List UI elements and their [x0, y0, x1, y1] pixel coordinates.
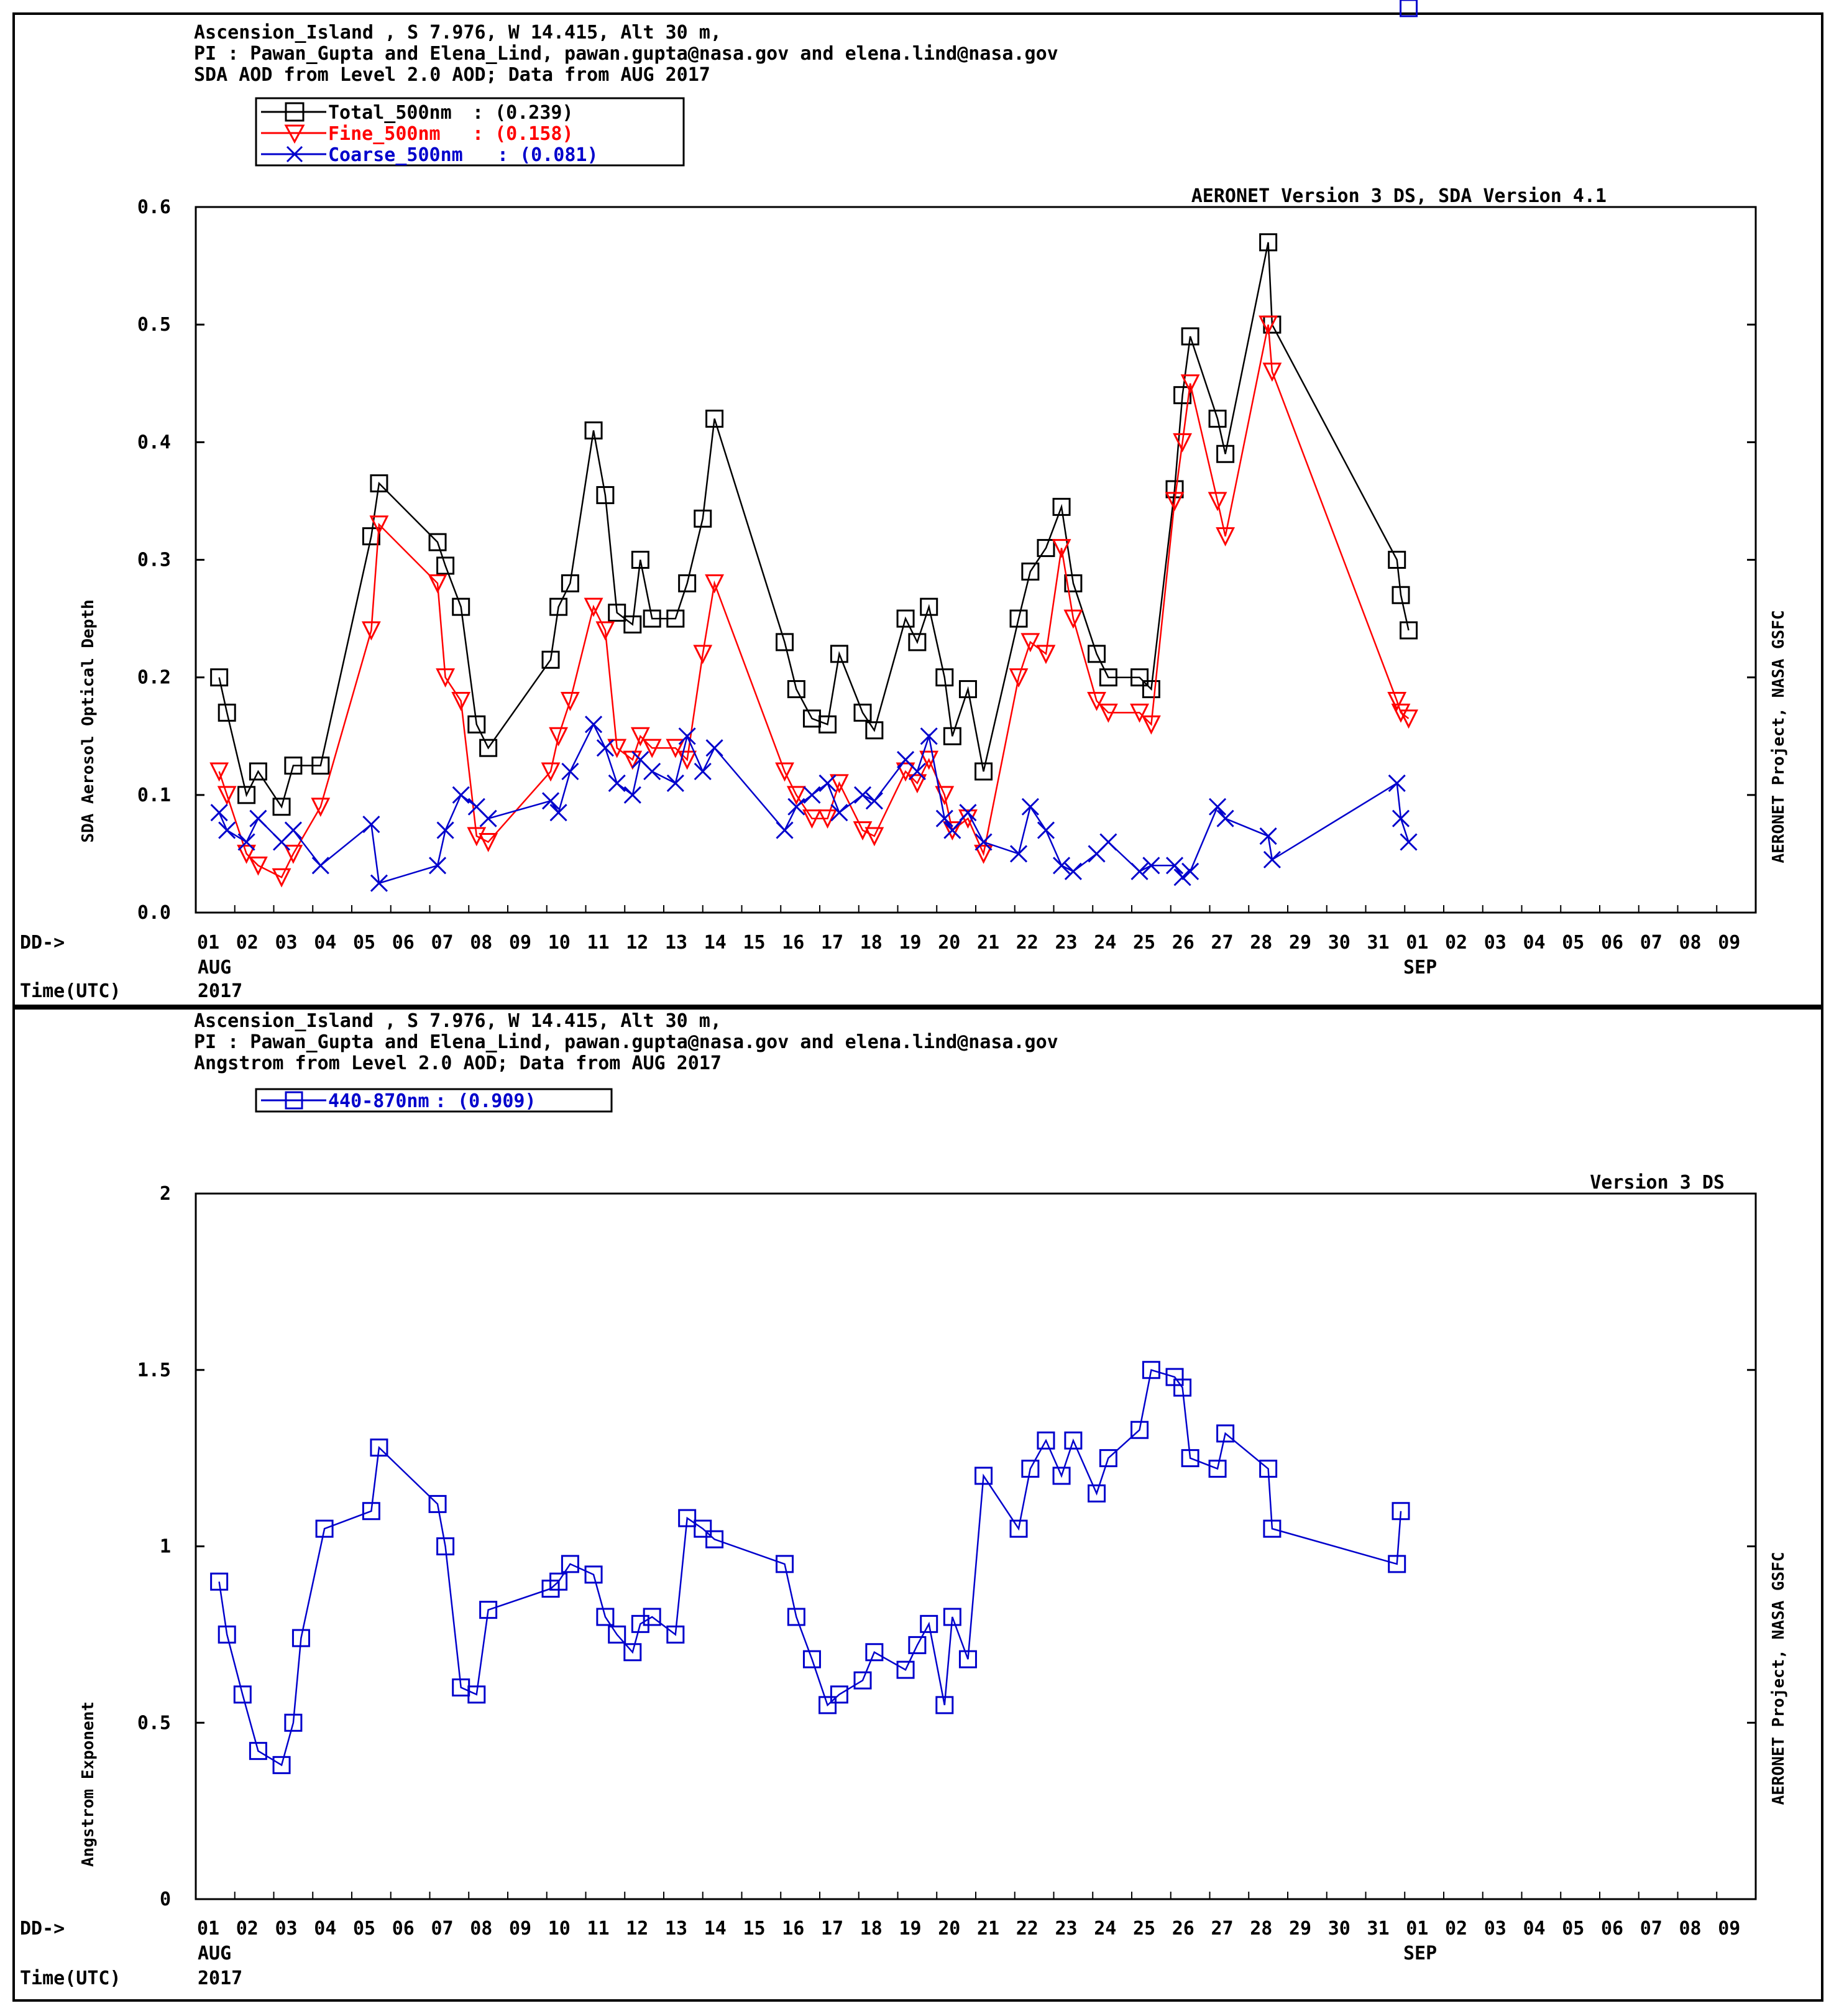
x-day-label: 16 [782, 932, 805, 954]
series-layer [211, 0, 1417, 1773]
x-day-label: 01 [1406, 932, 1429, 954]
data-point [921, 728, 937, 744]
data-point [1401, 834, 1417, 850]
x-day-label: 24 [1094, 1918, 1117, 1940]
x-day-label: 28 [1250, 1918, 1273, 1940]
time-label: Time(UTC) [20, 1968, 121, 1989]
x-day-label: 03 [1484, 1918, 1507, 1940]
data-point [1011, 845, 1027, 862]
x-day-label: 25 [1133, 1918, 1156, 1940]
data-point [211, 1573, 227, 1590]
y-tick-label: 0 [159, 1889, 171, 1910]
data-point [313, 857, 329, 873]
x-day-label: 23 [1055, 1918, 1078, 1940]
x-day-label: 27 [1211, 932, 1234, 954]
x-day-label: 22 [1016, 932, 1039, 954]
x-day-label: 11 [587, 1918, 610, 1940]
y-tick-label: 0.5 [137, 1712, 171, 1734]
data-point [211, 804, 227, 821]
x-day-label: 25 [1133, 932, 1156, 954]
x-day-label: 29 [1289, 932, 1312, 954]
x-day-label: 13 [665, 932, 688, 954]
series-line-total-500nm [219, 242, 1409, 807]
x-day-label: 05 [353, 932, 376, 954]
x-day-label: 06 [392, 932, 415, 954]
x-day-label: 14 [704, 932, 727, 954]
data-point [480, 811, 497, 827]
legend-label-fine: Fine_500nm [328, 123, 441, 145]
data-point [777, 822, 793, 839]
header-line-3: SDA AOD from Level 2.0 AOD; Data from AUG 2017 [194, 64, 710, 86]
header-line-2: PI : Pawan_Gupta and Elena_Lind, pawan.gupta@nasa.gov and elena.lind@nasa.gov [194, 43, 1058, 65]
x-day-label: 07 [431, 1918, 454, 1940]
data-point [804, 787, 820, 803]
data-point [609, 775, 625, 791]
x-day-label: 01 [197, 1918, 220, 1940]
x-day-label: 17 [821, 1918, 844, 1940]
data-point [695, 763, 711, 780]
x-day-label: 15 [743, 932, 766, 954]
x-day-label: 12 [626, 1918, 649, 1940]
x-day-label: 09 [509, 1918, 532, 1940]
x-day-label: 01 [197, 932, 220, 954]
x-day-label: 26 [1172, 1918, 1195, 1940]
legend-label-total: Total_500nm [328, 102, 452, 124]
time-label: Time(UTC) [20, 980, 121, 1002]
header-line-1: Ascension_Island , S 7.976, W 14.415, Alt 30 m, [194, 22, 722, 44]
data-point [1022, 799, 1039, 815]
x-day-label: 18 [860, 1918, 883, 1940]
year-label: 2017 [198, 980, 243, 1002]
x-day-label: 20 [938, 932, 961, 954]
data-point [679, 728, 695, 744]
x-day-label: 12 [626, 932, 649, 954]
data-point [1175, 869, 1191, 885]
data-point [625, 787, 641, 803]
y-tick-label: 0.6 [137, 196, 171, 218]
right-project-label: AERONET Project, NASA GSFC [1769, 610, 1788, 863]
data-point [429, 857, 446, 873]
x-day-label: 04 [1523, 932, 1546, 954]
x-day-label: 31 [1367, 932, 1390, 954]
y-tick-label: 0.4 [137, 431, 171, 454]
x-day-label: 09 [1718, 1918, 1741, 1940]
x-day-label: 08 [470, 1918, 493, 1940]
x-day-label: 17 [821, 932, 844, 954]
data-point [585, 716, 602, 732]
x-day-label: 30 [1328, 1918, 1351, 1940]
right-project-label: AERONET Project, NASA GSFC [1769, 1552, 1788, 1805]
x-day-label: 06 [1601, 1918, 1624, 1940]
legend-label-coarse: Coarse_500nm [328, 144, 463, 166]
legend-value-fine: : (0.158) [472, 123, 574, 145]
legend-value-total: : (0.239) [472, 102, 574, 124]
x-day-label: 03 [1484, 932, 1507, 954]
y-tick-label: 1.5 [137, 1359, 171, 1381]
x-day-label: 24 [1094, 932, 1117, 954]
x-day-label: 26 [1172, 932, 1195, 954]
x-day-label: 07 [431, 932, 454, 954]
x-day-label: 28 [1250, 932, 1273, 954]
data-point [1038, 822, 1054, 839]
data-point [644, 763, 660, 780]
dd-label: DD-> [20, 1918, 65, 1940]
version-label: AERONET Version 3 DS, SDA Version 4.1 [1191, 185, 1607, 207]
x-day-label: 15 [743, 1918, 766, 1940]
data-point [562, 763, 578, 780]
data-point [250, 811, 266, 827]
x-day-label: 27 [1211, 1918, 1234, 1940]
x-day-label: 07 [1640, 932, 1662, 954]
plot-area [196, 207, 1756, 913]
data-point [219, 822, 235, 839]
data-point [667, 775, 684, 791]
data-point [820, 775, 836, 791]
x-day-label: 08 [470, 932, 493, 954]
x-day-label: 11 [587, 932, 610, 954]
plot-area [196, 1194, 1756, 1899]
x-day-label: 19 [899, 932, 922, 954]
x-day-label: 20 [938, 1918, 961, 1940]
y-tick-label: 2 [159, 1183, 171, 1205]
header-line-2: PI : Pawan_Gupta and Elena_Lind, pawan.gupta@nasa.gov and elena.lind@nasa.gov [194, 1031, 1058, 1053]
x-day-label: 04 [314, 932, 337, 954]
data-point [543, 793, 559, 809]
y-tick-label: 0.2 [137, 666, 171, 689]
series-layer [211, 234, 1417, 891]
month-label-sep: SEP [1403, 957, 1438, 978]
data-point [438, 822, 454, 839]
data-point [944, 822, 960, 839]
x-day-label: 10 [548, 1918, 571, 1940]
data-point [1209, 799, 1226, 815]
x-day-label: 05 [353, 1918, 376, 1940]
y-axis-label: Angstrom Exponent [79, 1701, 98, 1867]
x-day-label: 09 [509, 932, 532, 954]
angstrom-chart [20, 0, 1788, 1989]
x-day-label: 31 [1367, 1918, 1390, 1940]
x-day-label: 21 [977, 932, 1000, 954]
x-day-label: 08 [1679, 932, 1702, 954]
data-point [239, 834, 255, 850]
month-label-aug: AUG [198, 957, 232, 978]
x-day-label: 06 [392, 1918, 415, 1940]
y-tick-label: 0.5 [137, 314, 171, 336]
data-point [1218, 811, 1234, 827]
data-point [597, 740, 613, 756]
x-day-label: 30 [1328, 932, 1351, 954]
legend-box [256, 98, 684, 165]
legend [256, 98, 684, 166]
x-day-label: 10 [548, 932, 571, 954]
y-axis-label: SDA Aerosol Optical Depth [79, 599, 98, 843]
x-day-label: 05 [1562, 932, 1585, 954]
data-point [1401, 622, 1417, 638]
y-ticks [137, 196, 1756, 924]
x-day-label: 05 [1562, 1918, 1585, 1940]
header-line-3: Angstrom from Level 2.0 AOD; Data from AUG 2017 [194, 1052, 722, 1074]
y-tick-label: 0.1 [137, 784, 171, 806]
legend [256, 1089, 612, 1112]
data-point [453, 787, 469, 803]
data-point [285, 822, 301, 839]
month-label-sep: SEP [1403, 1943, 1438, 1964]
x-day-label: 16 [782, 1918, 805, 1940]
x-day-label: 03 [275, 1918, 298, 1940]
x-day-label: 06 [1601, 932, 1624, 954]
series-line-coarse-500nm [219, 724, 1409, 883]
x-day-label: 14 [704, 1918, 727, 1940]
x-day-label: 09 [1718, 932, 1741, 954]
year-label: 2017 [198, 1968, 243, 1989]
x-day-label: 01 [1406, 1918, 1429, 1940]
legend-value-coarse: : (0.081) [497, 144, 598, 166]
x-day-label: 23 [1055, 932, 1078, 954]
y-tick-label: 0.0 [137, 902, 171, 924]
data-point [1260, 828, 1277, 844]
x-day-label: 02 [1445, 932, 1468, 954]
data-point [707, 740, 723, 756]
version-label: Version 3 DS [1590, 1172, 1725, 1194]
x-day-label: 21 [977, 1918, 1000, 1940]
bottom-panel-frame [14, 1008, 1822, 2000]
x-day-label: 02 [236, 1918, 259, 1940]
aod-chart [20, 22, 1788, 1002]
x-day-label: 19 [899, 1918, 922, 1940]
data-point [211, 670, 227, 686]
x-day-label: 04 [1523, 1918, 1546, 1940]
data-point [551, 804, 567, 821]
data-point [1182, 863, 1198, 880]
x-day-label: 13 [665, 1918, 688, 1940]
x-day-label: 08 [1679, 1918, 1702, 1940]
header-line-1: Ascension_Island , S 7.976, W 14.415, Alt 30 m, [194, 1010, 722, 1032]
data-point [1100, 834, 1116, 850]
data-point [1401, 711, 1417, 727]
x-day-label: 02 [1445, 1918, 1468, 1940]
x-day-label: 02 [236, 932, 259, 954]
y-ticks [137, 1183, 1756, 1910]
x-day-label: 22 [1016, 1918, 1039, 1940]
x-day-label: 03 [275, 932, 298, 954]
dd-label: DD-> [20, 932, 65, 954]
legend-value-angstrom: : (0.909) [435, 1090, 536, 1112]
x-day-label: 29 [1289, 1918, 1312, 1940]
month-label-aug: AUG [198, 1943, 232, 1964]
legend-label-angstrom: 440-870nm [328, 1090, 429, 1112]
data-point [1264, 852, 1280, 868]
series-line-440-870nm [219, 1370, 1401, 1765]
y-tick-label: 0.3 [137, 549, 171, 571]
y-tick-label: 1 [159, 1535, 171, 1558]
x-day-label: 04 [314, 1918, 337, 1940]
x-day-label: 18 [860, 932, 883, 954]
x-day-label: 07 [1640, 1918, 1662, 1940]
